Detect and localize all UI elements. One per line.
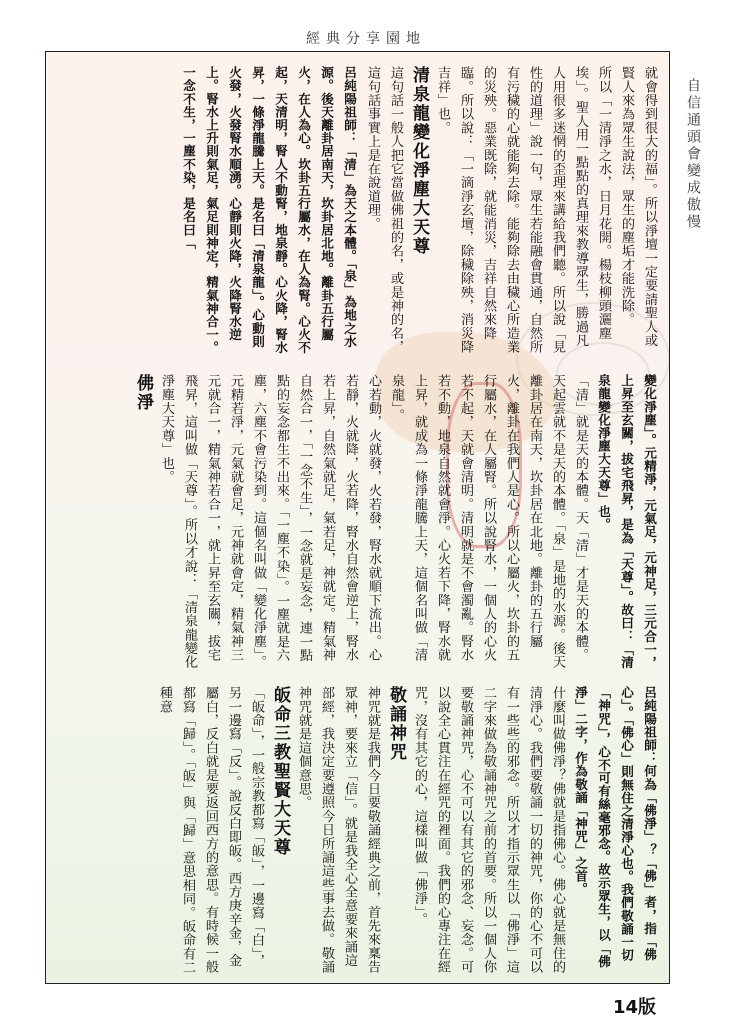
- paragraph: 心若動，火就發，火若發，腎水就順下流出。心若靜，火就降，火若降，腎水自然會逆上，腎水若上昇，自然氣就足，氣若足，神就定。精氣神自然合一，「一念不生」，一念就是妄念，連一點點的妄念都生不出來。「一塵不染」。一塵就是六塵，六塵不會污染到。這個名叫做「變化淨塵」。: [251, 374, 381, 669]
- paragraph: 這句話一般人把它當做佛祖的名，或是神的名，這句話事實上是在說道理。: [365, 66, 403, 354]
- page-number: 14版: [613, 997, 657, 1018]
- paragraph: 所以「一清淨之水，日月花開。楊枝柳頭灑塵埃」。聖人用一點點的真理來教導眾生，勝過凡人用很多迷惘的歪理來講給我們聽。所以說「見性的道理」說一句，眾生若能融會貫通，自然所有污穢的心就能夠去除。能夠除去由穢心所造業的災殃。惡業既除，就能消災，吉祥自然來降臨。所以說：「一滴淨玄壇，除穢除殃，消災降吉祥」也。: [435, 66, 611, 354]
- paragraph: 神咒就是我們今日要敬誦經典之前，首先來稟告眾神，要來立「信」。就是我全心全意要來誦這部經，我決定要遵照今日所誦這些事去做。敬誦神咒就是這個意思。: [296, 686, 380, 974]
- side-title: 自信通頭會變成傲慢: [685, 78, 701, 231]
- section-heading: 皈命三教聖賢大天尊: [270, 686, 290, 857]
- article-frame: [45, 51, 670, 984]
- section-heading: 佛淨: [133, 374, 153, 412]
- section-middle: [56, 374, 661, 672]
- page-header: 經典分享園地: [306, 31, 426, 47]
- paragraph: 什麼叫做佛淨？佛就是指佛心。佛心就是無住的清淨心。我們要敬誦一切的神咒，你的心不可以有一些些的邪念。所以才指示眾生以「佛淨」這二字來做為敬誦神咒之前的首要。所以一個人你要敬誦神咒，心不可以有其它的邪念、妄念。可以說全心貫注在經咒的裡面。我們的心專注在經咒，沒有其它的心，這樣叫做「佛淨」。: [412, 686, 565, 974]
- paragraph: 「清」就是天的本體。天「清」才是天的本體。天起雲就不是天的本體。「泉」是地的水源。後天離卦居在南天，坎卦居在北地。離卦的五行屬火，離卦在我們人是心。所以心屬火，坎卦的五行屬水，在人屬腎。所以說腎水，一個人的心火若不起，天就會清明。清明就是不會濁亂。腎水若不動，地泉自然就會淨。心火若下降，腎水就上昇，就成為一條淨龍騰上天，這個名叫做「清泉龍」。: [389, 374, 588, 669]
- section-heading: 敬誦神咒: [386, 686, 406, 762]
- section-bottom: [56, 686, 661, 976]
- paragraph: 「皈命」，一般宗教都寫「皈」，一邊寫「白」，另一邊寫「反」。說反白即皈。西方庚辛金，金屬白，反白就是要返回西方的意思。有時候一般都寫「歸」。「皈」與「歸」意思相同。皈命有二種意: [157, 686, 264, 975]
- quote-paragraph: 呂純陽祖師：「清」為天之本體。「泉」為地之水源。後天離卦居南天，坎卦居北地。離卦五行屬火，在人為心。坎卦五行屬水，在人為腎。心火不起，天清明，腎人不動腎，地泉靜。心火降，腎水昇，一條淨龍騰上天。是名曰「清泉龍」。心動則火發，火發腎水順湧。心靜則火降，火降腎水逆上。腎水上升則氣足，氣足則神定，精氣神合一。一念不生，一塵不染，是名曰「: [181, 66, 357, 355]
- section-top: [56, 66, 661, 360]
- section-heading: 清泉龍變化淨塵大天尊: [409, 66, 429, 256]
- quote-paragraph: 變化淨塵」。元精淨，元氣足，元神足，三元合一，上昇至玄關，拔宅飛昇，是為「天尊」。故曰：「清泉龍變化淨塵大天尊」也。: [596, 374, 657, 669]
- quote-paragraph: 呂純陽祖師：何為「佛淨」？「佛」者，指「佛心」。「佛心」則無住之清淨心也。我們敬誦一切「神咒」，心不可有絲毫邪念。故示眾生，以「佛淨」二字，作為敬誦「神咒」之首。: [573, 686, 657, 968]
- paragraph: 元精若淨，元氣就會足，元神就會定，精氣神三元就合一，精氣神若合一，就上昇至玄關，拔宅飛昇，這叫做「天尊」。所以才說：「清泉龍變化淨塵大天尊」也。: [159, 374, 243, 669]
- paragraph: 就會得到很大的福」。所以淨壇一定要請聖人或賢人來為眾生說法，眾生的塵垢才能洗除。: [619, 66, 657, 348]
